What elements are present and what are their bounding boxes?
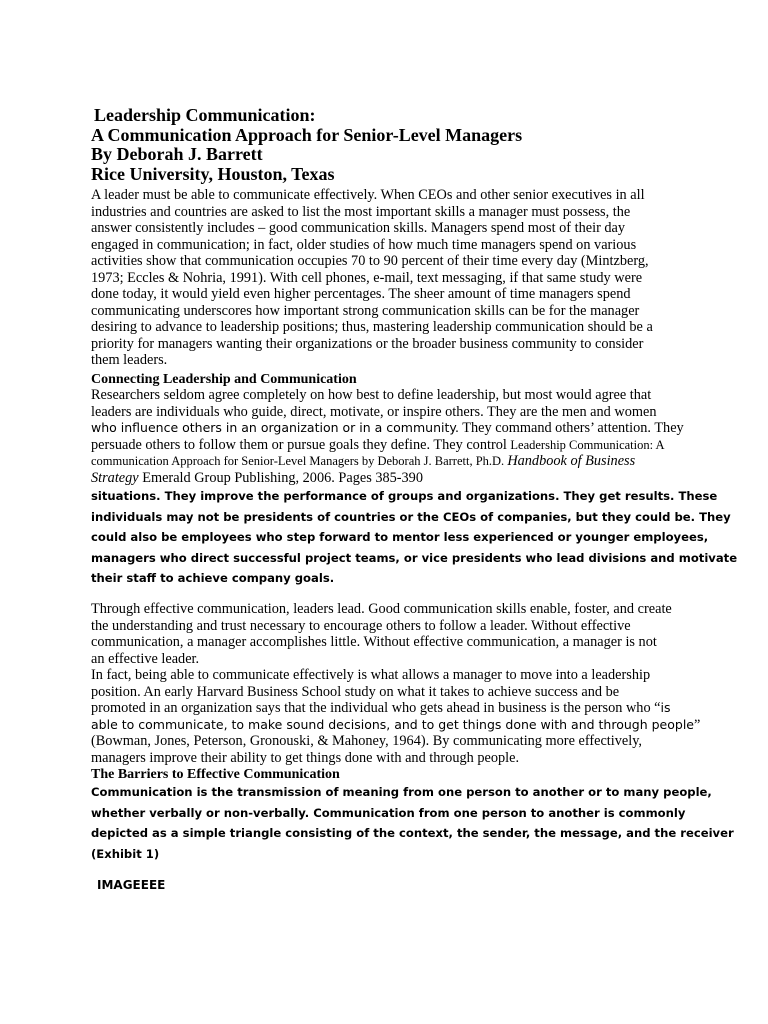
paragraph-line: the understanding and trust necessary to encourage others to follow a leader. Without effective [91,617,631,634]
intro-line: activities show that communication occupies 70 to 90 percent of their time every day (Mintzberg, [91,253,649,269]
citation-italic: Strategy [91,469,139,486]
title-line: Leadership Communication: [94,105,316,125]
bold-line: situations. They improve the performance of groups and organizations. They get results. These [91,489,718,503]
citation-fragment: Leadership Communication: A [510,437,665,452]
citation-fragment: communication Approach for Senior-Level Managers by Deborah J. Barrett, Ph.D. [91,454,508,468]
section-heading-leadership: Connecting Leadership and Communication [91,372,357,387]
bold-line: individuals may not be presidents of countries or the CEOs of companies, but they could be. They [91,509,731,524]
bold-line: whether verbally or non-verbally. Communication from one person to another is commonly [91,805,686,820]
paragraph-line: managers improve their ability to get things done with and through people. [91,749,520,766]
paragraph-line: Through effective communication, leaders lead. Good communication skills enable, foster, and create [91,601,672,617]
bold-line: managers who direct successful project teams, or vice presidents who lead divisions and motivate [91,550,738,565]
intro-line: communicating underscores how important strong communication skills can be for the manager [91,302,640,319]
paragraph-fragment: who influence others in an organization or in a community. [91,420,459,435]
intro-line: them leaders. [91,352,168,368]
intro-line: engaged in communication; in fact, older studies of how much time managers spend on various [91,236,637,253]
title-block [91,106,731,184]
bold-line: depicted as a simple triangle consisting of the context, the sender, the message, and the receiver [91,826,734,841]
para3-paragraph [91,667,701,766]
intro-line: A leader must be able to communicate effectively. When CEOs and other senior executives in all [91,187,645,203]
intro-paragraph [91,187,691,369]
paragraph-line [91,420,691,437]
paragraph-line: position. An early Harvard Business School study on what it takes to achieve success and be [91,683,620,700]
subtitle-line: A Communication Approach for Senior-Level Managers [91,124,523,145]
author-line: By Deborah J. Barrett [91,144,263,164]
citation-line [91,453,691,470]
paragraph-fragment: is [660,700,671,715]
bold-line: their staff to achieve company goals. [91,571,335,586]
section2-bold-paragraph [91,782,734,864]
paragraph-fragment: They command others’ attention. They [458,420,684,436]
paragraph-fragment: persuade others to follow them or pursue goals they define. They control [91,436,511,453]
paragraph-line [91,700,691,717]
citation-italic: Handbook of Business [507,453,636,469]
affiliation-line: Rice University, Houston, Texas [91,163,335,184]
intro-line: done today, it would yield even higher percentages. The sheer amount of time managers spend [91,286,631,302]
citation-line [91,470,691,487]
bold-line: Communication is the transmission of meaning from one person to another or to many people, [91,785,712,799]
para2-paragraph [91,601,691,667]
paragraph-fragment: promoted in an organization says that the individual who gets ahead in business is the person who “ [91,700,661,716]
section-heading-barriers: The Barriers to Effective Communication [91,767,340,782]
bold-line: (Exhibit 1) [91,846,160,861]
intro-line: desiring to advance to leadership positions; thus, mastering leadership communication should be a [91,319,653,335]
section1-bold-paragraph [91,486,738,589]
paragraph-line: In fact, being able to communicate effectively is what allows a manager to move into a leadership [91,667,651,683]
paragraph-line: communication, a manager accomplishes little. Without effective communication, a manager is not [91,634,657,650]
paragraph-line: Researchers seldom agree completely on how best to define leadership, but most would agree that [91,387,652,403]
paragraph-line: an effective leader. [91,650,200,667]
intro-line: priority for managers wanting their organizations or the broader business community to consider [91,335,644,352]
paragraph-line: (Bowman, Jones, Peterson, Gronouski, & Mahoney, 1964). By communicating more effectively, [91,733,642,749]
paragraph-line [91,716,701,734]
paragraph-fragment: ” [694,716,701,733]
bold-line: could also be employees who step forward to mentor less experienced or younger employees, [91,530,709,545]
paragraph-line: leaders are individuals who guide, direct, motivate, or inspire others. They are the men and women [91,403,657,420]
paragraph-fragment: able to communicate, to make sound decisions, and to get things done with and through people [91,716,694,732]
citation-fragment: Emerald Group Publishing, 2006. Pages 385-390 [138,469,423,486]
intro-line: answer consistently includes – good communication skills. Managers spend most of their day [91,220,626,236]
section1-paragraph [91,387,691,486]
intro-line: 1973; Eccles & Nohria, 1991). With cell phones, e-mail, text messaging, if that same study were [91,269,643,286]
image-placeholder-label: IMAGEEEE [97,878,166,892]
intro-line: industries and countries are asked to list the most important skills a manager must possess, the [91,203,631,220]
paragraph-line [91,437,691,454]
